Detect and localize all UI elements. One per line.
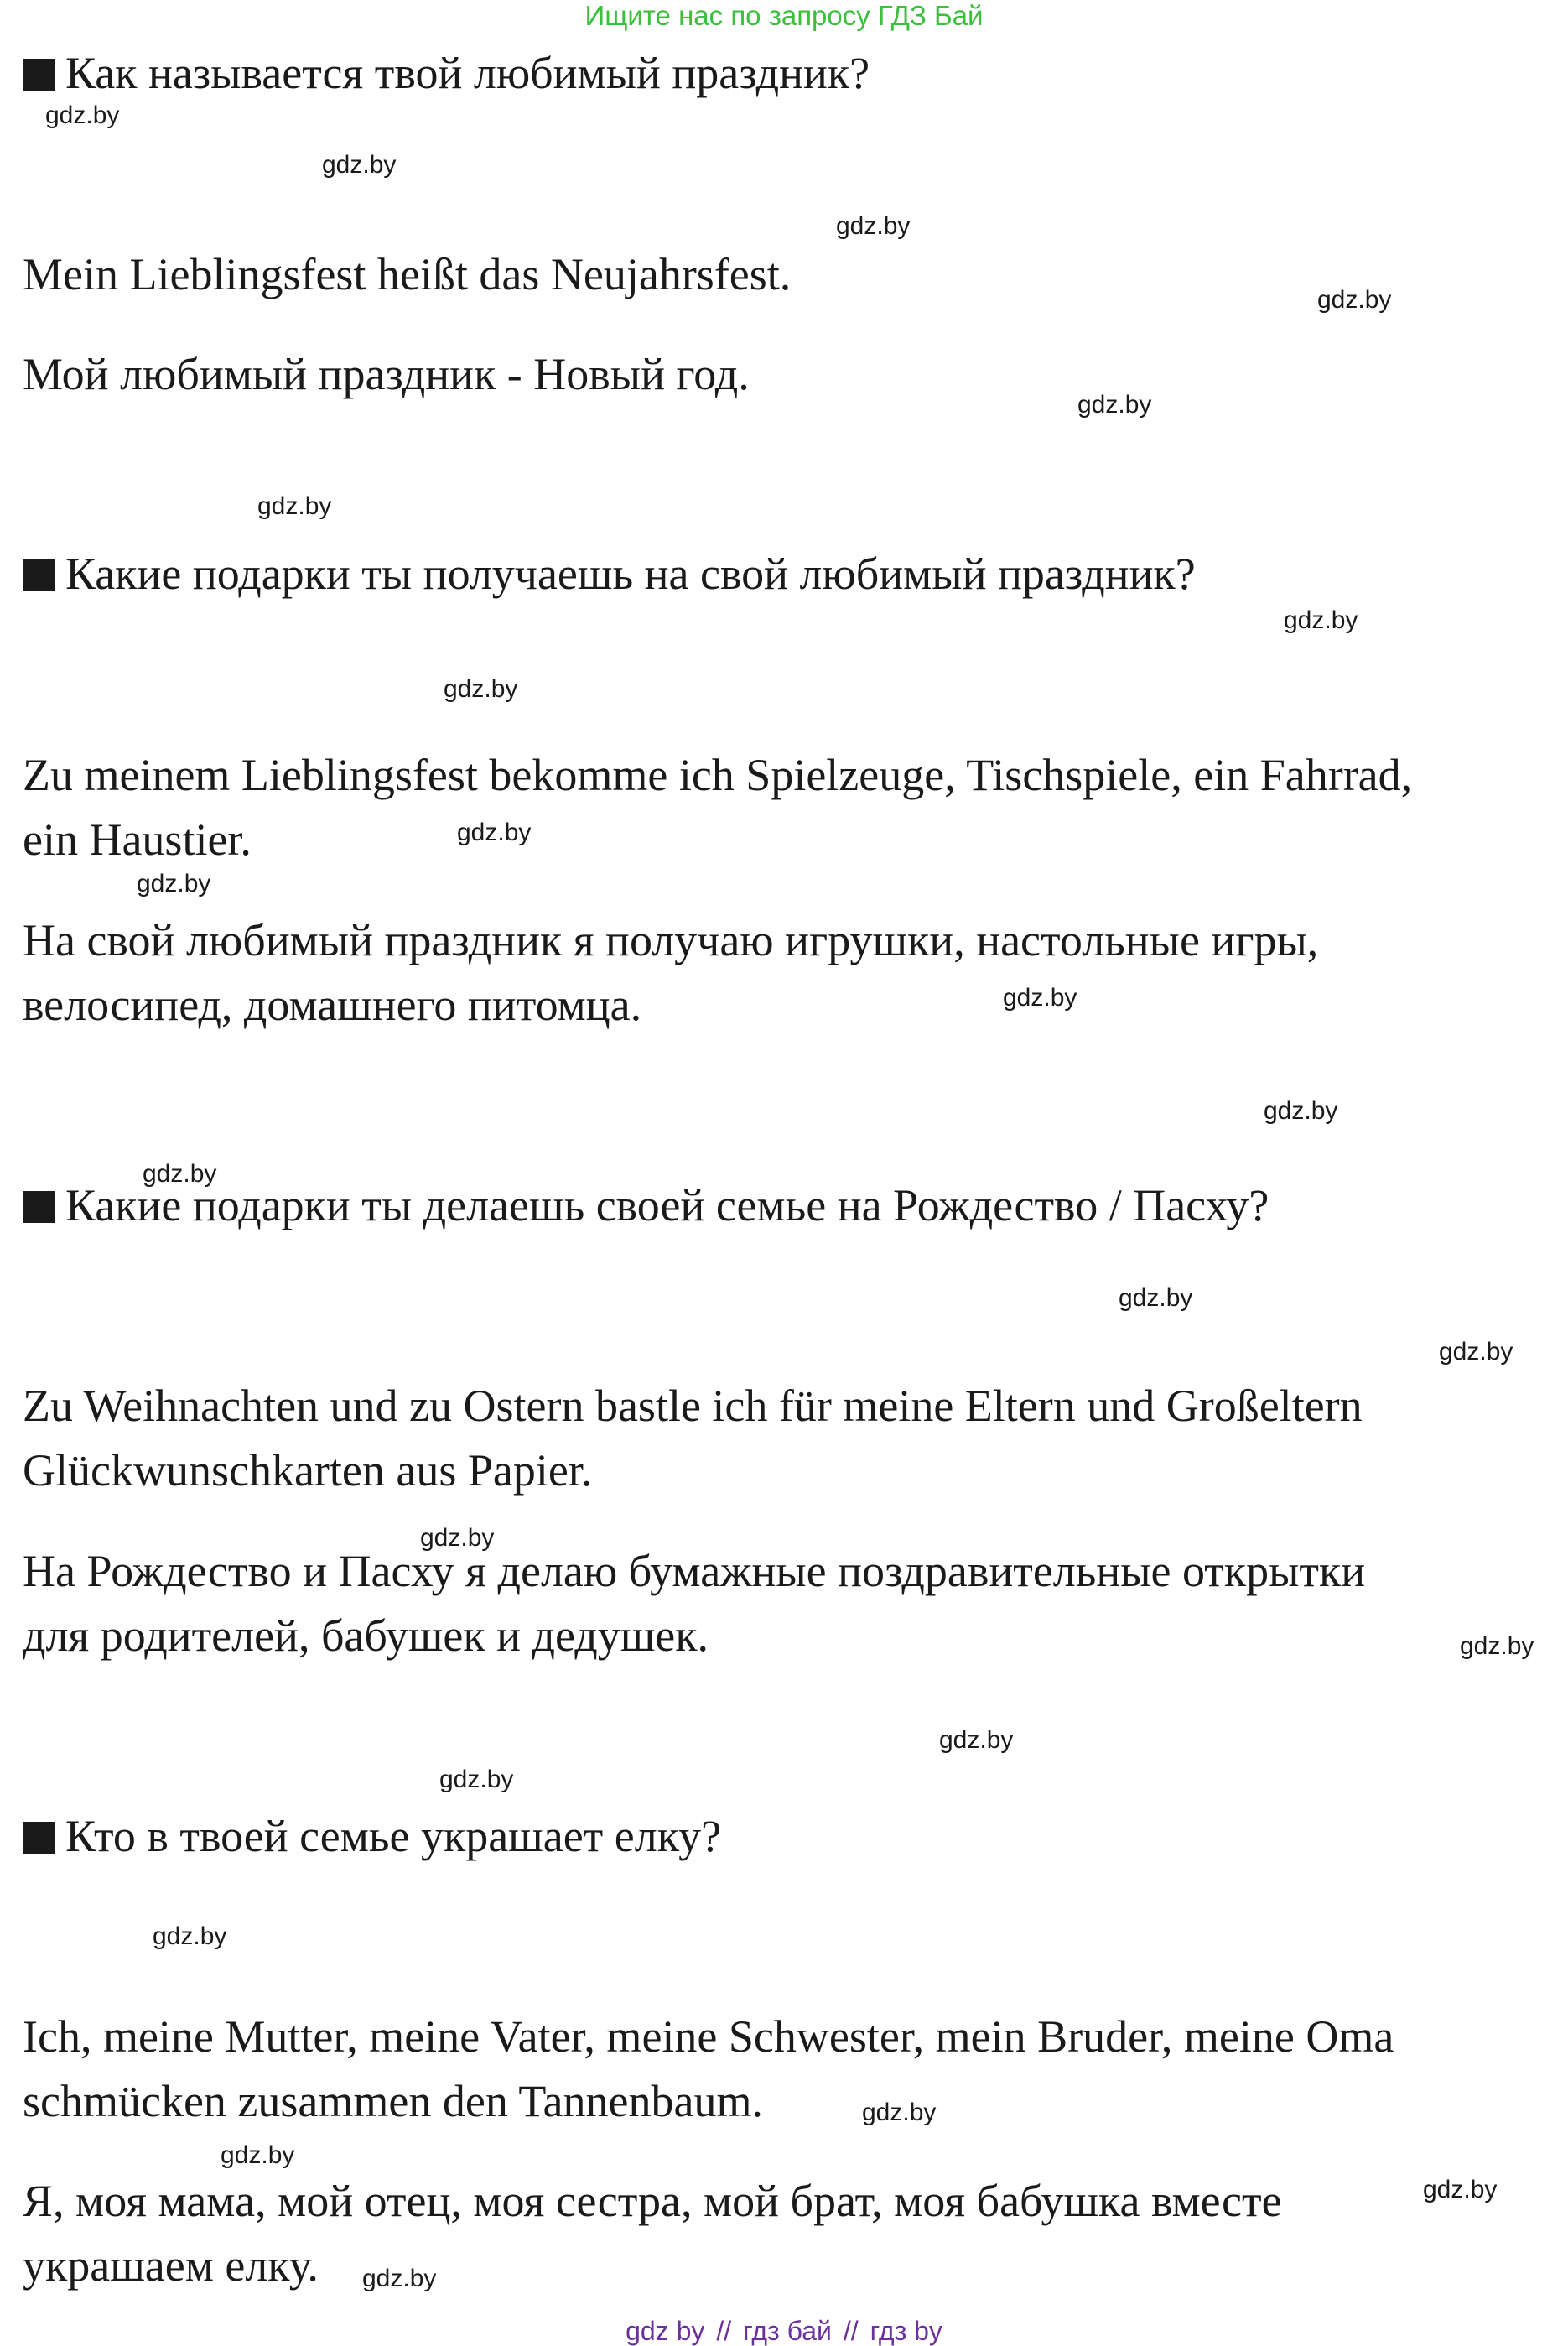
footer-links <box>0 2317 1568 2345</box>
watermark: gdz.by <box>939 1726 1014 1754</box>
footer-link-gdz-by[interactable]: gdz by <box>626 2316 705 2346</box>
question-3-text: Какие подарки ты делаешь своей семье на Рождество / Пасху? <box>65 1180 1269 1230</box>
watermark: gdz.by <box>1119 1284 1193 1312</box>
watermark: gdz.by <box>257 492 332 520</box>
question-1 <box>23 40 870 106</box>
watermark: gdz.by <box>457 819 532 846</box>
answer-4-de-line-2: schmücken zusammen den Tannenbaum. <box>23 2076 763 2126</box>
watermark: gdz.by <box>1003 984 1077 1012</box>
answer-1-ru: Мой любимый праздник - Новый год. <box>23 349 750 399</box>
watermark: gdz.by <box>153 1922 227 1950</box>
top-banner: Ищите нас по запросу ГДЗ Бай <box>584 0 984 31</box>
watermark: gdz.by <box>1077 391 1152 419</box>
watermark: gdz.by <box>836 212 911 240</box>
answer-2-de-line-2: ein Haustier. <box>23 814 252 865</box>
question-4 <box>23 1803 721 1869</box>
bullet-square-icon <box>23 559 55 591</box>
watermark: gdz.by <box>420 1524 495 1552</box>
bullet-square-icon <box>23 1191 55 1223</box>
answer-2-de-line-1: Zu meinem Lieblingsfest bekomme ich Spielzeuge, Tischspiele, ein Fahrrad, <box>23 750 1413 800</box>
answer-3-de-line-1: Zu Weihnachten und zu Ostern bastle ich für meine Eltern und Großeltern <box>23 1381 1363 1431</box>
question-4-text: Кто в твоей семье украшает елку? <box>65 1811 722 1861</box>
watermark: gdz.by <box>322 151 397 179</box>
answer-1-de: Mein Lieblingsfest heißt das Neujahrsfest. <box>23 249 792 299</box>
answer-4-ru-line-1: Я, моя мама, мой отец, моя сестра, мой брат, моя бабушка вместе <box>23 2176 1282 2226</box>
bullet-square-icon <box>23 59 55 91</box>
watermark: gdz.by <box>439 1766 514 1793</box>
answer-2-ru-line-1: На свой любимый праздник я получаю игрушки, настольные игры, <box>23 915 1319 965</box>
footer-separator: // <box>843 2316 859 2346</box>
watermark: gdz.by <box>143 1160 217 1188</box>
watermark: gdz.by <box>221 2141 295 2169</box>
watermark: gdz.by <box>862 2099 937 2126</box>
answer-2-ru-line-2: велосипед, домашнего питомца. <box>23 980 642 1030</box>
watermark: gdz.by <box>1284 606 1358 634</box>
watermark: gdz.by <box>444 675 518 703</box>
watermark: gdz.by <box>45 101 120 129</box>
answer-3-ru-line-1: На Рождество и Пасху я делаю бумажные поздравительные открытки <box>23 1546 1366 1596</box>
question-2-text: Какие подарки ты получаешь на свой любимый праздник? <box>65 549 1196 599</box>
bullet-square-icon <box>23 1822 55 1854</box>
footer-separator: // <box>716 2316 732 2346</box>
question-1-text: Как называется твой любимый праздник? <box>65 48 870 98</box>
watermark: gdz.by <box>1264 1097 1338 1125</box>
answer-3-ru-line-2: для родителей, бабушек и дедушек. <box>23 1610 709 1661</box>
watermark: gdz.by <box>1423 2176 1498 2203</box>
question-2 <box>23 541 1196 606</box>
footer-link-gdz-bai[interactable]: гдз бай <box>743 2316 832 2346</box>
answer-4-de-line-1: Ich, meine Mutter, meine Vater, meine Schwester, mein Bruder, meine Oma <box>23 2011 1394 2062</box>
footer-link-gdz-by-cyr[interactable]: гдз by <box>870 2316 942 2346</box>
answer-3-de-line-2: Glückwunschkarten aus Papier. <box>23 1445 593 1496</box>
watermark: gdz.by <box>1439 1338 1513 1365</box>
watermark: gdz.by <box>1460 1632 1534 1660</box>
watermark: gdz.by <box>362 2265 437 2292</box>
answer-4-ru-line-2: украшаем елку. <box>23 2240 319 2291</box>
watermark: gdz.by <box>137 870 211 897</box>
watermark: gdz.by <box>1317 286 1392 314</box>
